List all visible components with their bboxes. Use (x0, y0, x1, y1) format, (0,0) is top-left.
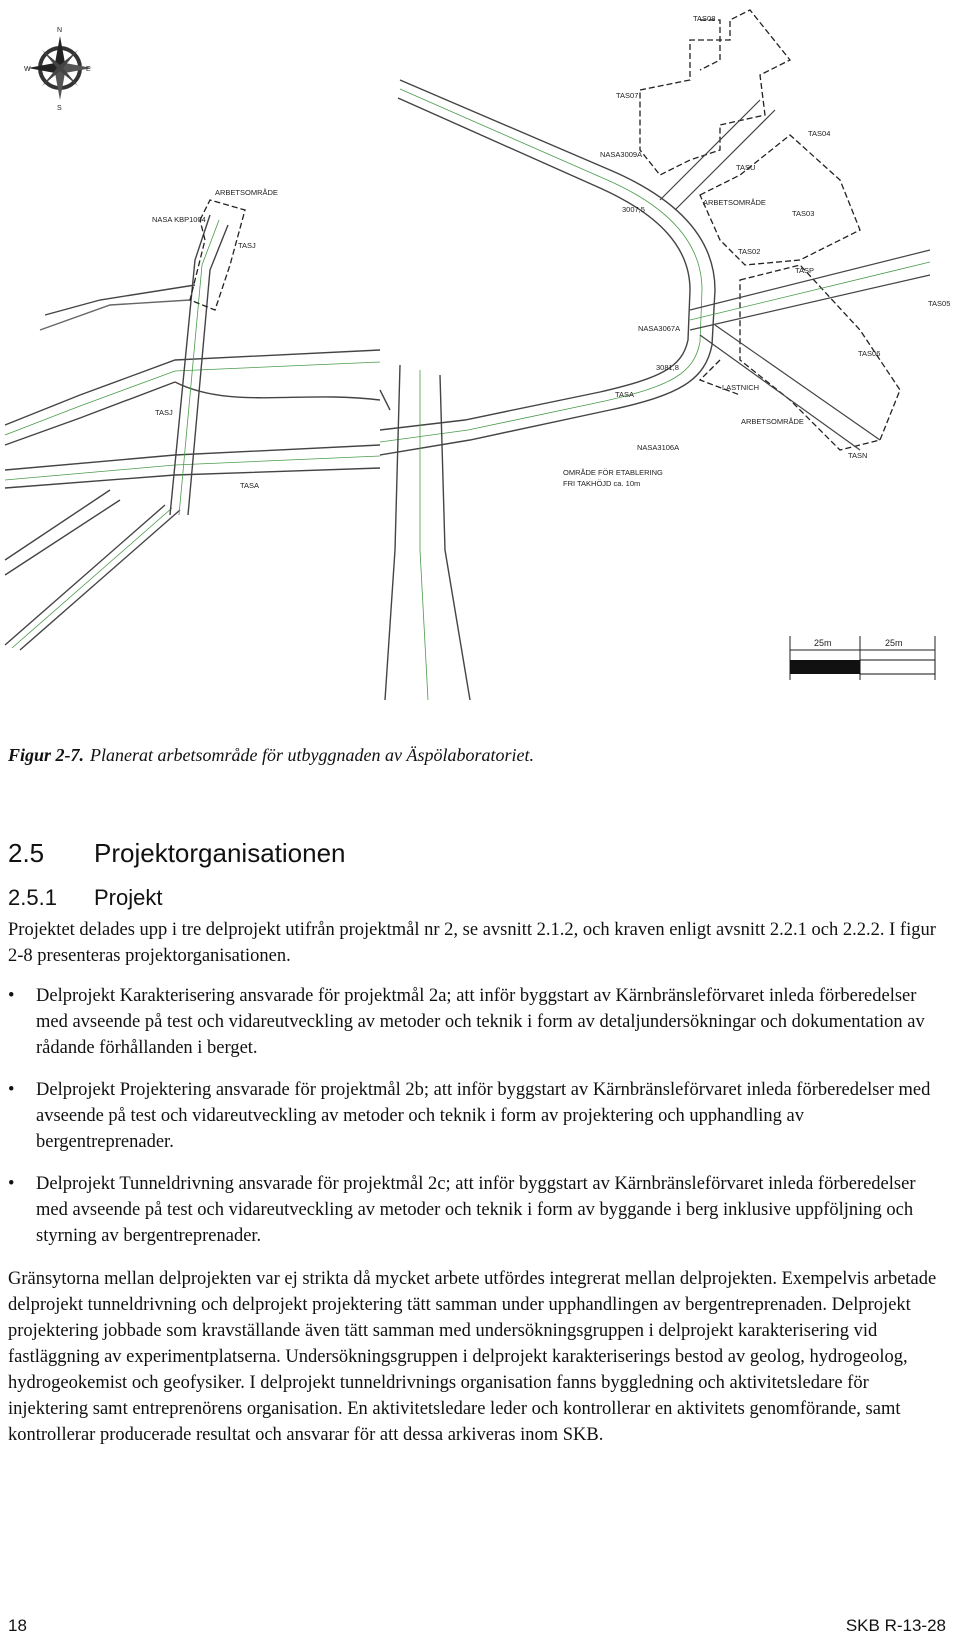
compass-s: S (57, 105, 62, 112)
body-paragraph: Gränsytorna mellan delprojekten var ej strikta då mycket arbete utfördes integrerat mellan delprojekten. Exempelvis arbetade delprojekt tunneldrivning och delprojekt projektering tätt samman under upphandlingen av bergentreprenaden. Delprojekt projektering jobbade som kravställande även tätt samman med undersökningsgruppen i delprojekt karakterisering vid fastläggning av experimentplatserna. Undersökningsgruppen i delprojekt karakteriserings bestod av geolog, hydrogeolog, hydrogeokemist och geofysiker. I delprojekt tunneldrivnings organisation fanns byggledning och aktivitetsledare för injektering samt entreprenörens organisation. En aktivitetsledare leder och kontrollerar en aktivitets genomförande, samt kontrollerar producerade resultat och ansvarar för att dessa arkiveras inom SKB. (8, 1269, 937, 1445)
label-tasj-left: TASJ (155, 408, 173, 417)
caption-text: Planerat arbetsområde för utbyggnaden av Äspölaboratoriet. (90, 745, 534, 765)
label-nasa3106a: NASA3106A (637, 443, 680, 452)
center-shaft-tunnel (380, 365, 470, 700)
main-tunnel (380, 80, 715, 455)
compass-e: E (86, 66, 91, 73)
label-tas04: TAS04 (808, 129, 831, 138)
label-tas02: TAS02 (738, 247, 761, 256)
label-nasa-kbp1004: NASA KBP1004 (152, 215, 206, 224)
label-3081: 3081,8 (656, 363, 679, 372)
right-dashed-areas (640, 10, 900, 450)
scale-label-1: 25m (814, 638, 832, 648)
bullet-text: Delprojekt Tunneldrivning ansvarade för projektmål 2c; att inför byggstart av Kärnbränsleförvaret inleda förberedelser med avseende på test och vidareutveckling av metoder och teknik i form av byggande i berg inklusive uppföljning och styrning av bergentreprenader. (36, 1174, 916, 1246)
figure-caption (8, 745, 534, 766)
label-tasa-left: TASA (240, 481, 260, 490)
label-nasa3067a: NASA3067A (638, 324, 681, 333)
bullet-marker: • (8, 986, 15, 1006)
section-heading (8, 838, 346, 869)
label-tasa-right: TASA (615, 390, 635, 399)
label-omrade-2: FRI TAKHÖJD ca. 10m (563, 479, 641, 488)
label-omrade-1: OMRÅDE FÖR ETABLERING (563, 468, 663, 477)
label-tasp: TASP (795, 266, 815, 275)
label-nasa3009a: NASA3009A (600, 150, 643, 159)
bullet-marker: • (8, 1080, 15, 1100)
label-tasj-top: TASJ (238, 241, 256, 250)
label-tas03: TAS03 (792, 209, 815, 218)
compass-n: N (57, 27, 63, 34)
label-lastnich: LASTNICH (722, 383, 760, 392)
subsection-number: 2.5.1 (8, 885, 57, 910)
report-id: SKB R-13-28 (845, 1616, 946, 1635)
label-tas06: TAS06 (858, 349, 881, 358)
label-tas05: TAS05 (928, 299, 951, 308)
bullet-marker: • (8, 1174, 15, 1194)
scale-bar (790, 636, 935, 680)
left-tunnel-system (5, 215, 380, 650)
intro-paragraph: Projektet delades upp i tre delprojekt utifrån projektmål nr 2, se avsnitt 2.1.2, och kraven enligt avsnitt 2.2.1 och 2.2.2. I figur 2-8 presenteras projektorganisationen. (8, 920, 936, 966)
label-3007: 3007,5 (622, 205, 645, 214)
compass-rose (24, 27, 92, 112)
label-tas07: TAS07 (616, 91, 639, 100)
label-arbetsomrade-2: ARBETSOMRÅDE (703, 198, 766, 207)
label-tasn: TASN (848, 451, 868, 460)
tunnel-plan-figure (0, 0, 960, 720)
label-arbetsomrade-3: ARBETSOMRÅDE (741, 417, 804, 426)
section-number: 2.5 (8, 838, 45, 868)
map-labels (152, 14, 950, 490)
bullet-text: Delprojekt Projektering ansvarade för projektmål 2b; att inför byggstart av Kärnbränsleförvaret inleda förberedelser med avseende på test och vidareutveckling av metoder och teknik i form av projektering och upphandling av bergentreprenader. (36, 1080, 931, 1152)
label-arbetsomrade-1: ARBETSOMRÅDE (215, 188, 278, 197)
bullet-text: Delprojekt Karakterisering ansvarade för projektmål 2a; att inför byggstart av Kärnbränsleförvaret inleda förberedelser med avseende på test och vidareutveckling av metoder och teknik i form av detaljundersökningar och dokumentation av rådande förhållanden i berget. (36, 986, 925, 1058)
page-number: 18 (8, 1616, 27, 1635)
caption-label: Figur 2-7. (8, 745, 85, 765)
subsection-heading (8, 885, 162, 911)
scale-label-2: 25m (885, 638, 903, 648)
label-tas08: TAS08 (693, 14, 716, 23)
section-title: Projektorganisationen (94, 838, 346, 868)
subsection-title: Projekt (94, 885, 163, 910)
label-tasu: TASU (736, 163, 756, 172)
compass-w: W (24, 66, 31, 73)
